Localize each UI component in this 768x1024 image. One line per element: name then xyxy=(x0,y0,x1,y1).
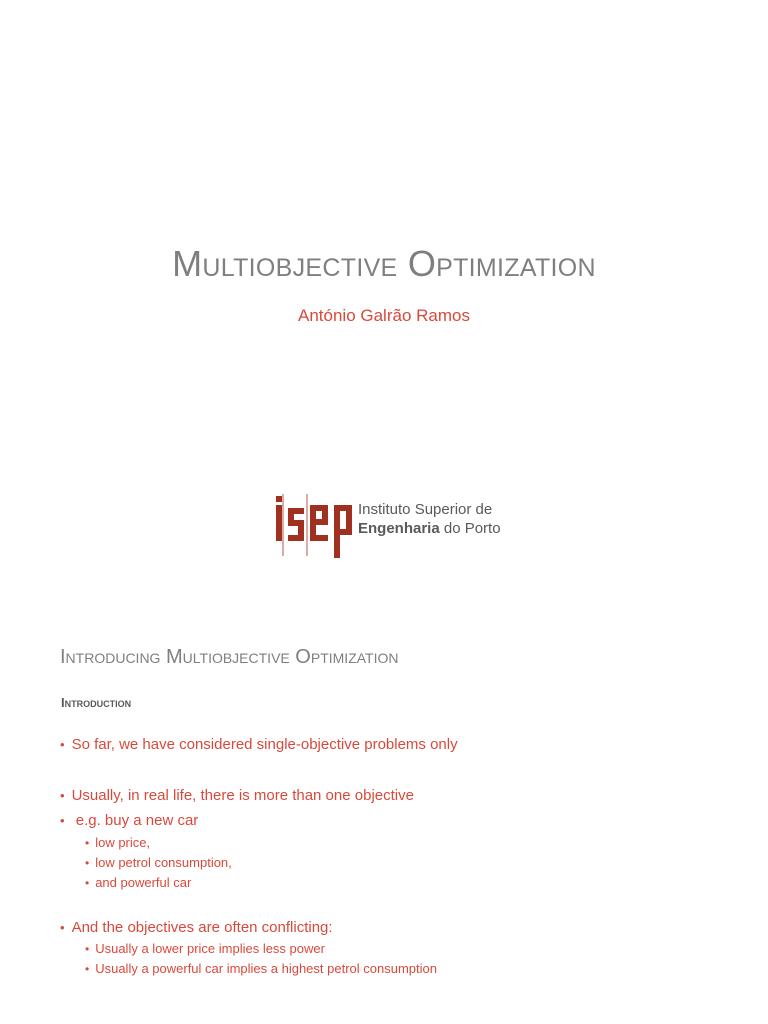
isep-logo-mark xyxy=(274,490,358,560)
sub-bullet-item: • and powerful car xyxy=(85,875,191,890)
sub-bullet-item: • low petrol consumption, xyxy=(85,855,232,870)
logo-line-2 xyxy=(358,519,501,538)
bullet-item: • e.g. buy a new car xyxy=(60,812,198,829)
slide-2-title: Introducing Multiobjective Optimization xyxy=(60,646,399,668)
sub-bullet-item: • Usually a powerful car implies a highest petrol consumption xyxy=(85,961,437,976)
bullet-item: • So far, we have considered single-objective problems only xyxy=(60,736,458,753)
isep-logo-text xyxy=(358,500,501,538)
author-name: António Galrão Ramos xyxy=(298,306,470,325)
logo-line-2-rest: do Porto xyxy=(439,520,501,537)
bullet-item: • Usually, in real life, there is more than one objective xyxy=(60,787,414,804)
bullet-item: • And the objectives are often conflicting: xyxy=(60,919,333,936)
logo-line-2-bold: Engenharia xyxy=(358,520,440,537)
isep-logo xyxy=(274,490,504,560)
sub-bullet-item: • Usually a lower price implies less power xyxy=(85,941,325,956)
sub-bullet-item: • low price, xyxy=(85,835,150,850)
logo-line-1: Instituto Superior de xyxy=(358,501,493,518)
slide-2-subtitle: Introduction xyxy=(61,695,132,710)
slide-title: Multiobjective Optimization xyxy=(172,243,596,284)
